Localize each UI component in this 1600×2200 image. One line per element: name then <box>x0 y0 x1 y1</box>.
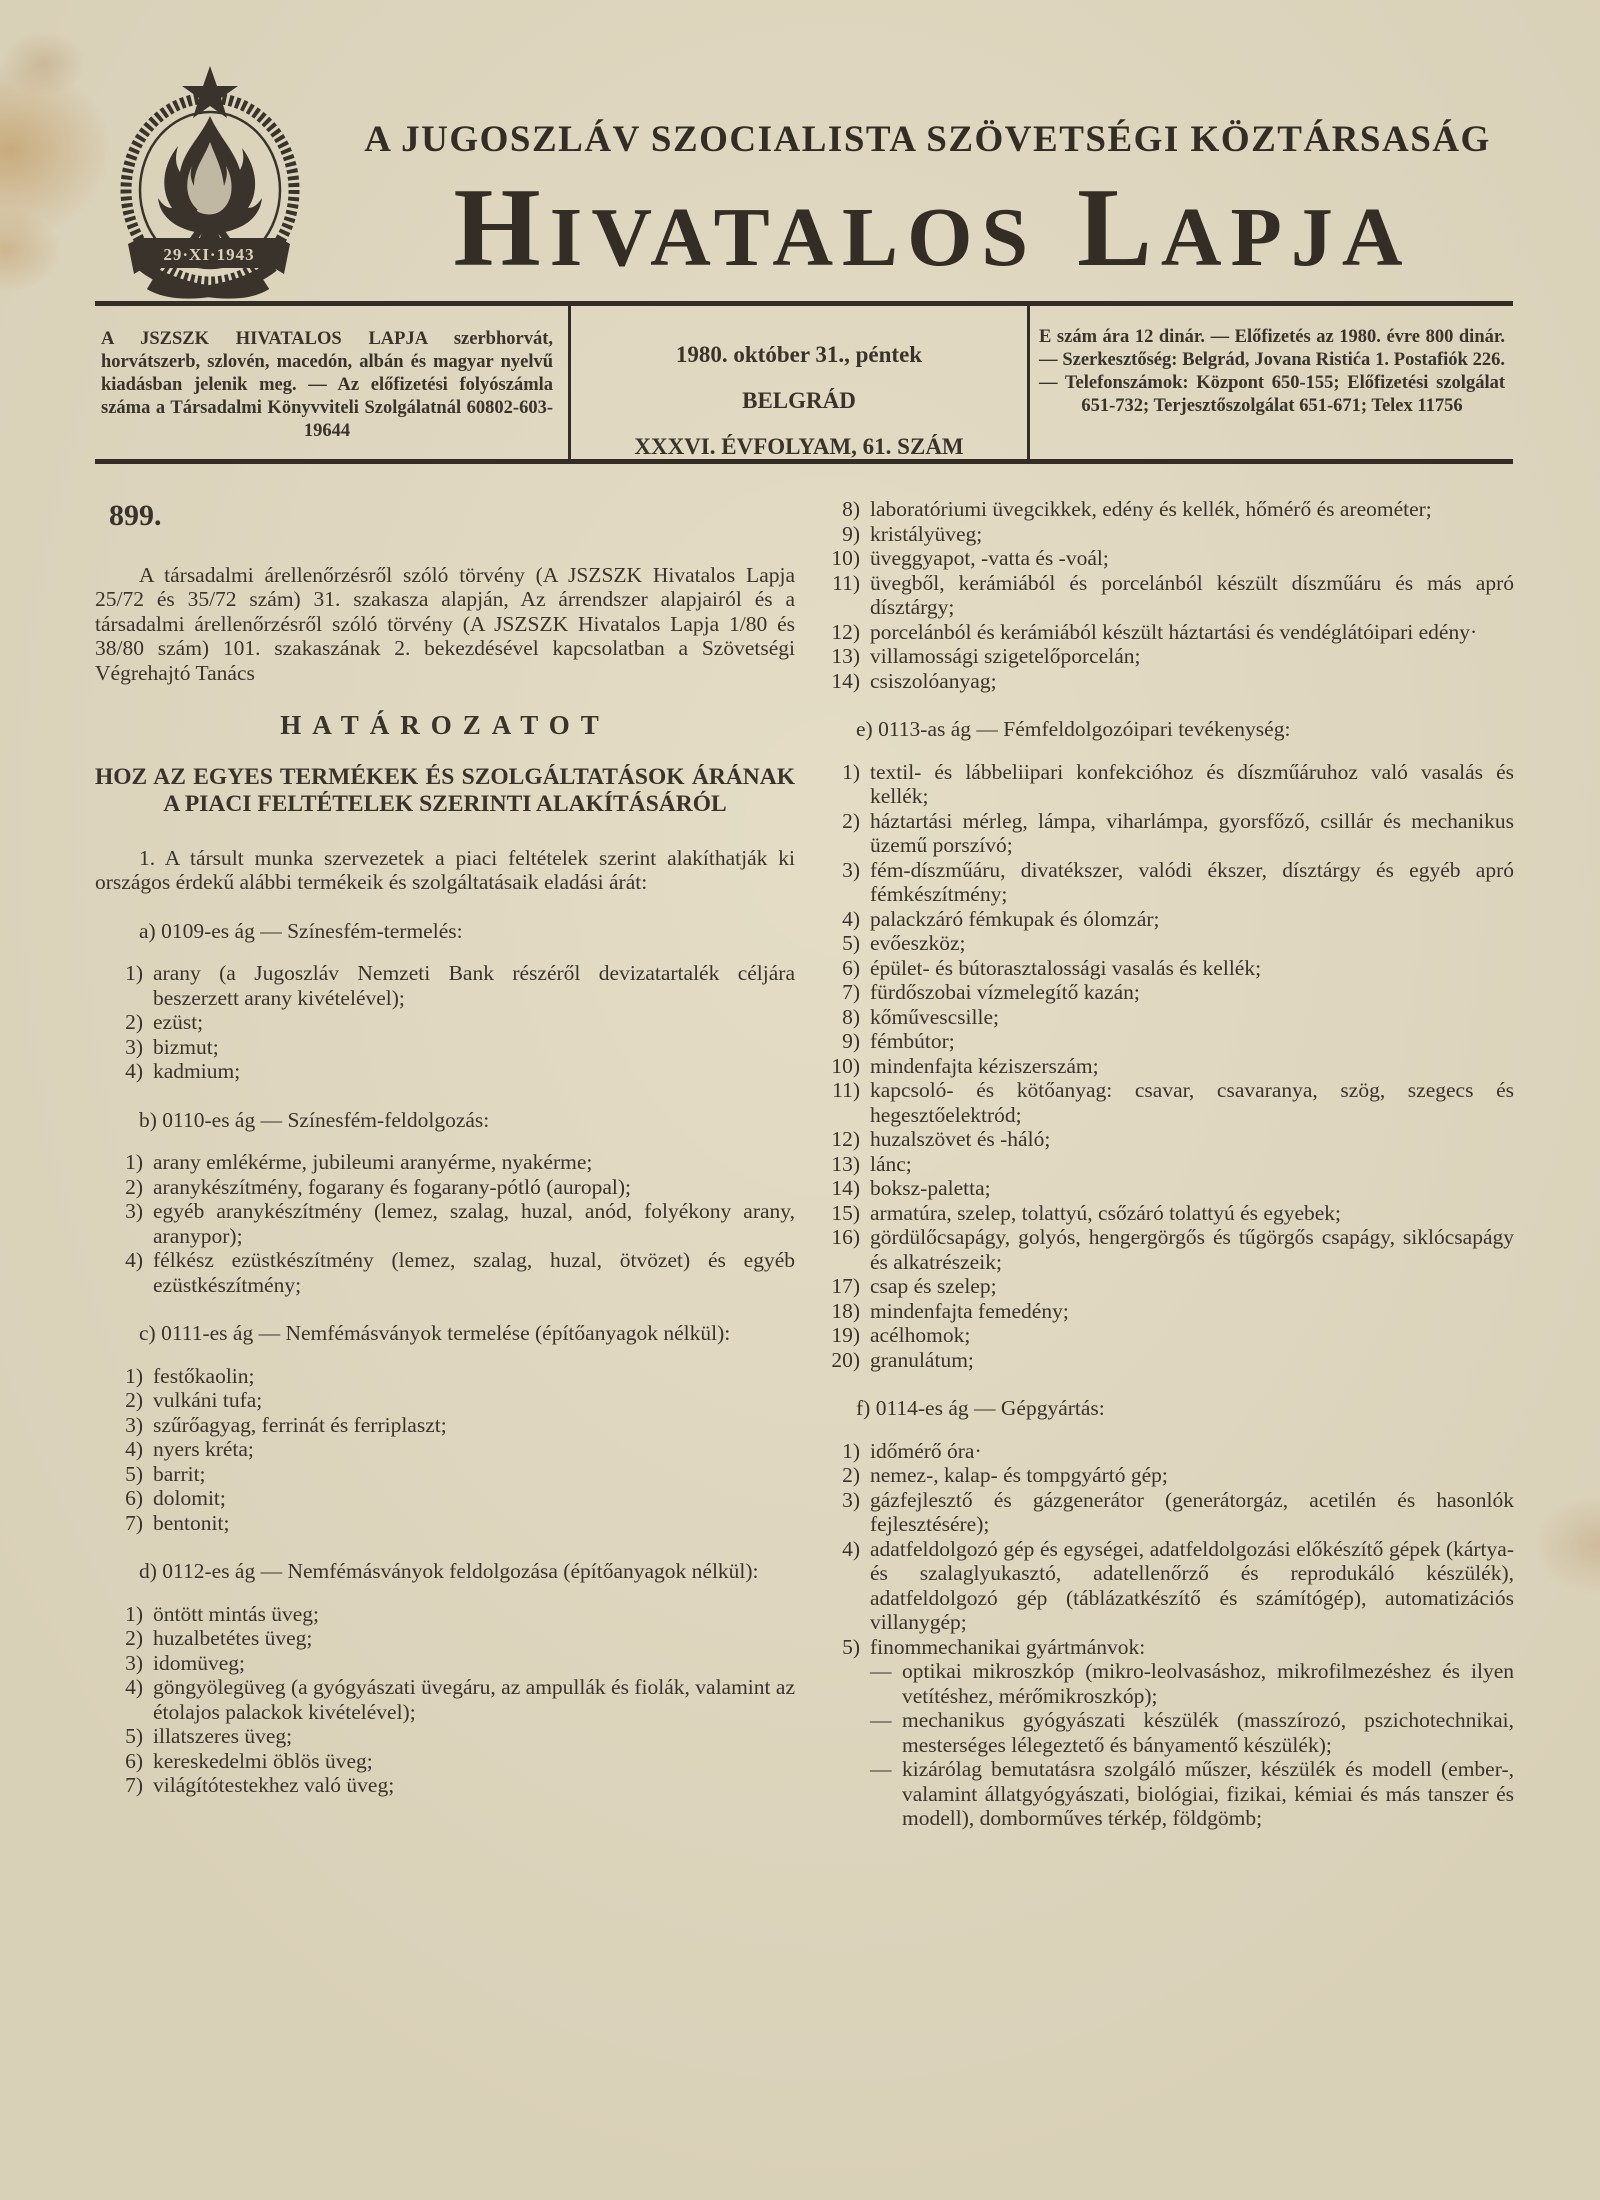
list-item-text: göngyölegüveg (a gyógyászati üvegáru, az ampullák és fiolák, valamint az étolajos palackok kivételével); <box>153 1675 795 1724</box>
numbered-list <box>95 1364 795 1536</box>
list-item-number: 1) <box>842 759 860 784</box>
list-item <box>812 1005 1514 1030</box>
dash-marker: — <box>870 1708 892 1732</box>
masthead-title-initial: L <box>1077 166 1161 290</box>
list-item-text: lánc; <box>870 1151 912 1176</box>
issue-date: 1980. október 31., péntek <box>675 342 923 367</box>
list-item-text: egyéb aranykészítmény (lemez, szalag, huzal, anód, folyékony arany, aranypor); <box>153 1199 795 1248</box>
list-item <box>95 1602 795 1627</box>
list-item-number: 5) <box>842 931 860 955</box>
list-item-text: fém-díszműáru, divatékszer, valódi ékszer, dísztárgy és egyéb apró fémkészítmény; <box>870 857 1514 906</box>
list-item <box>812 1635 1514 1660</box>
issue-city: BELGRÁD <box>742 388 856 413</box>
list-item <box>812 546 1514 571</box>
list-item-number: 13) <box>831 1151 860 1176</box>
dash-item-text: mechanikus gyógyászati készülék (masszírozó, pszichotechnikai, mesterséges lélegeztető és bányamentő készülék); <box>902 1708 1514 1757</box>
list-item-number: 1) <box>125 1150 143 1174</box>
list-item <box>812 809 1514 858</box>
list-item <box>812 669 1514 694</box>
list-item <box>95 1059 795 1084</box>
list-item-number: 11) <box>832 1078 860 1102</box>
list-item-text: laboratóriumi üvegcikkek, edény és kellék, hőmérő és areométer; <box>870 497 1432 521</box>
list-item-number: 4) <box>842 906 860 931</box>
list-item-text: palackzáró fémkupak és ólomzár; <box>870 906 1160 931</box>
masthead-kicker: A JUGOSZLÁV SZOCIALISTA SZÖVETSÉGI KÖZTÁRSASÁG <box>364 119 1491 160</box>
star-icon <box>182 66 238 118</box>
list-item-text: porcelánból és kerámiából készült háztartási és vendéglátóipari edény· <box>870 619 1478 644</box>
list-item-number: 3) <box>125 1650 143 1675</box>
list-item-text: evőeszköz; <box>870 931 966 955</box>
list-item-text: háztartási mérleg, lámpa, viharlámpa, gyorsfőző, csillár és mechanikus üzemű porszívó; <box>870 808 1514 857</box>
list-item-number: 2) <box>125 1626 143 1650</box>
list-item <box>812 760 1514 809</box>
list-item-text: aranykészítmény, fogarany és fogarany-pótló (auropal); <box>153 1174 631 1199</box>
list-item-number: 5) <box>125 1724 143 1748</box>
list-item <box>95 1388 795 1413</box>
list-item-number: 7) <box>125 1773 143 1797</box>
list-item-number: 1) <box>125 961 143 985</box>
list-item-text: fürdőszobai vízmelegítő kazán; <box>870 980 1140 1004</box>
list-item-text: huzalszövet és -háló; <box>870 1127 1051 1151</box>
list-item <box>95 1462 795 1487</box>
masthead-info-row <box>95 306 1513 459</box>
list-item-text: kristályüveg; <box>870 521 983 546</box>
dash-marker: — <box>870 1659 892 1683</box>
list-item-number: 3) <box>125 1199 143 1223</box>
emblem-ribbon-date: 29·XI·1943 <box>163 245 255 264</box>
list-item <box>812 1537 1514 1635</box>
list-item-number: 3) <box>842 857 860 882</box>
price-contact-info: E szám ára 12 dinár. — Előfizetés az 1980. évre 800 dinár. — Szerkesztőség: Belgrád, Jovana Ristića 1. Postafiók 226. — Telefonszámok: Központ 650-155; Előfizetési szolgálat 651-732; Terjesztőszolgálat 651-671; Telex 11756 <box>1039 327 1505 416</box>
dash-list-item <box>812 1757 1514 1831</box>
list-item-number: 4) <box>125 1059 143 1083</box>
paragraph: A társadalmi árellenőrzésről szóló törvény (A JSZSZK Hivatalos Lapja 25/72 és 35/72 szám) 31. szakasza alapján, Az árrendszer alapjairól és a társadalmi árellenőrzésről szóló törvény (A JSZSZK Hivatalos Lapja 1/80 és 38/80 szám) 101. szakaszának 2. bekezdésével kapcsolatban a Szövetségi Végrehajtó Tanács <box>95 562 795 685</box>
numbered-list <box>95 1602 795 1798</box>
list-item-text: félkész ezüstkészítmény (lemez, szalag, huzal, ötvözet) és egyéb ezüstkészítmény; <box>153 1248 795 1297</box>
dash-list-item <box>812 1708 1514 1757</box>
dash-item-text: optikai mikroszkóp (mikro-leolvasáshoz, mikrofilmezéshez és ilyen vetítéshez, mérőmikroszkóp); <box>902 1659 1514 1708</box>
list-item <box>812 1488 1514 1537</box>
list-item <box>812 1323 1514 1348</box>
list-item-number: 3) <box>842 1487 860 1512</box>
section-heading: c) 0111-es ág — Nemfémásványok termelése (építőanyagok nélkül): <box>139 1321 731 1345</box>
list-item <box>812 1127 1514 1152</box>
info-divider-right <box>1027 306 1030 459</box>
list-item-number: 17) <box>831 1274 860 1298</box>
list-item-text: villamossági szigetelőporcelán; <box>870 644 1141 668</box>
list-item-text: mindenfajta femedény; <box>870 1298 1069 1323</box>
list-item-text: dolomit; <box>153 1486 226 1510</box>
list-item <box>812 1201 1514 1226</box>
list-item-number: 1) <box>125 1601 143 1626</box>
list-item-number: 6) <box>125 1486 143 1510</box>
list-item-text: gördülőcsapágy, golyós, hengergörgős és tűgörgős csapágy, siklócsapágy és alkatrészeik; <box>870 1225 1514 1274</box>
list-item-text: illatszeres üveg; <box>153 1724 293 1748</box>
list-item-text: csap és szelep; <box>870 1274 997 1298</box>
list-item-text: barrit; <box>153 1461 206 1486</box>
list-item-text: kapcsoló- és kötőanyag: csavar, csavaranya, szög, szegecs és hegesztőelektród; <box>870 1078 1514 1127</box>
list-item-number: 8) <box>842 497 860 521</box>
list-item-text: épület- és bútorasztalossági vasalás és kellék; <box>870 955 1262 980</box>
list-item <box>95 1749 795 1774</box>
list-item-number: 10) <box>831 546 860 570</box>
list-item <box>95 1035 795 1060</box>
list-item-number: 12) <box>831 619 860 644</box>
list-item <box>95 1626 795 1651</box>
list-item <box>95 1675 795 1724</box>
list-item-number: 3) <box>125 1412 143 1437</box>
list-item-text: granulátum; <box>870 1347 974 1372</box>
list-item-number: 4) <box>125 1248 143 1272</box>
list-item-number: 14) <box>831 668 860 693</box>
list-item-text: szűrőagyag, ferrinát és ferriplaszt; <box>153 1412 447 1437</box>
list-item <box>812 858 1514 907</box>
masthead-title-initial: H <box>453 166 550 290</box>
list-item-text: gázfejlesztő és gázgenerátor (generátorgáz, acetilén és hasonlók fejlesztésére); <box>870 1487 1514 1536</box>
issue-info <box>577 332 1021 470</box>
list-item <box>812 1439 1514 1464</box>
list-item-text: adatfeldolgozó gép és egységei, adatfeldolgozási előkészítő gépek (kártya- és szalaglyukasztó, adatellenőrző és reprodukáló készülék), adatfeldolgozó gép (táblázatkészítő és számítógép), automatizációs villanygép; <box>870 1536 1514 1634</box>
list-item <box>95 1511 795 1536</box>
list-item-number: 7) <box>125 1510 143 1535</box>
list-item-number: 4) <box>125 1675 143 1699</box>
list-item <box>812 1299 1514 1324</box>
list-item-text: finommechanikai gyártmánvok: <box>870 1634 1146 1659</box>
list-item <box>95 1364 795 1389</box>
list-item <box>812 620 1514 645</box>
list-item-number: 18) <box>831 1298 860 1323</box>
list-item <box>95 1651 795 1676</box>
list-item-text: kadmium; <box>153 1059 241 1083</box>
list-item <box>812 571 1514 620</box>
list-item-text: üveggyapot, -vatta és -voál; <box>870 546 1109 570</box>
list-item-text: üvegből, kerámiából és porcelánból készült díszműáru és más apró dísztárgy; <box>870 570 1514 619</box>
list-item-text: bizmut; <box>153 1034 219 1059</box>
right-column <box>812 497 1514 1839</box>
list-item-text: arany (a Jugoszláv Nemzeti Bank részéről devizatartalék céljára beszerzett arany kivételével); <box>153 961 795 1010</box>
list-item-text: idomüveg; <box>153 1650 245 1675</box>
list-item <box>95 1486 795 1511</box>
list-item-text: acélhomok; <box>870 1323 971 1347</box>
masthead-title-word <box>453 166 1038 290</box>
list-item <box>812 1348 1514 1373</box>
decree-heading: HATÁROZATOT <box>280 710 610 740</box>
section-heading: b) 0110-es ág — Színesfém-feldolgozás: <box>139 1107 490 1132</box>
list-item-text: vulkáni tufa; <box>153 1388 263 1412</box>
list-item-number: 5) <box>125 1461 143 1486</box>
masthead-title <box>355 168 1510 321</box>
list-item-text: időmérő óra· <box>870 1438 982 1463</box>
list-item-number: 9) <box>842 1029 860 1053</box>
dash-item-text: kizárólag bemutatásra szolgáló műszer, készülék és modell (ember-, valamint állatgyógyászati, biológiai, fizikai, kémiai és más tanszer és modell), domborműves térkép, földgömb; <box>902 1757 1514 1830</box>
list-item <box>812 1054 1514 1079</box>
list-item <box>812 1152 1514 1177</box>
dash-list-item <box>812 1659 1514 1708</box>
list-item-number: 14) <box>831 1176 860 1200</box>
yugoslav-coat-of-arms-icon <box>88 58 328 310</box>
list-item-number: 8) <box>842 1004 860 1029</box>
list-item-text: mindenfajta kéziszerszám; <box>870 1053 1099 1078</box>
bottom-rule <box>95 459 1513 464</box>
list-item <box>812 644 1514 669</box>
list-item <box>812 980 1514 1005</box>
list-item-text: festőkaolin; <box>153 1363 255 1388</box>
numbered-list <box>95 1150 795 1297</box>
list-item <box>95 1413 795 1438</box>
numbered-list <box>812 1439 1514 1831</box>
issue-volume: XXXVI. ÉVFOLYAM, 61. SZÁM <box>634 434 964 459</box>
masthead-title-rest: IVATALOS <box>549 191 1038 284</box>
decree-subtitle: HOZ AZ EGYES TERMÉKEK ÉS SZOLGÁLTATÁSOK ÁRÁNAK A PIACI FELTÉTELEK SZERINTI ALAKÍTÁSÁRÓL <box>95 763 795 817</box>
list-item-number: 11) <box>832 570 860 595</box>
list-item <box>812 1225 1514 1274</box>
list-item <box>812 497 1514 522</box>
masthead-title-rest: APJA <box>1160 191 1412 284</box>
list-item-text: csiszolóanyag; <box>870 668 997 693</box>
list-item-number: 1) <box>842 1438 860 1463</box>
section-heading: d) 0112-es ág — Nemfémásványok feldolgozása (építőanyagok nélkül): <box>139 1559 759 1583</box>
list-item <box>95 1437 795 1462</box>
list-item-number: 3) <box>125 1034 143 1059</box>
list-item <box>95 1724 795 1749</box>
list-item <box>95 961 795 1010</box>
list-item-number: 2) <box>842 808 860 833</box>
article-number: 899. <box>109 499 162 532</box>
list-item-number: 2) <box>125 1174 143 1199</box>
section-heading: f) 0114-es ág — Gépgyártás: <box>856 1396 1105 1420</box>
list-item-text: textil- és lábbeliipari konfekcióhoz és díszműáruhoz való vasalás és kellék; <box>870 759 1514 808</box>
list-item-text: armatúra, szelep, tolattyú, csőzáró tolattyú és egyebek; <box>870 1200 1342 1225</box>
numbered-list <box>95 961 795 1084</box>
list-item-text: bentonit; <box>153 1510 230 1535</box>
list-item <box>812 1029 1514 1054</box>
list-item <box>95 1150 795 1175</box>
list-item <box>812 1176 1514 1201</box>
list-item-number: 12) <box>831 1127 860 1151</box>
left-column <box>95 500 795 1806</box>
list-item <box>812 1463 1514 1488</box>
section-heading: e) 0113-as ág — Fémfeldolgozóipari tevékenység: <box>856 717 1291 741</box>
list-item-text: fémbútor; <box>870 1029 955 1053</box>
list-item <box>95 1199 795 1248</box>
list-item-text: arany emlékérme, jubileumi aranyérme, nyakérme; <box>153 1150 593 1174</box>
list-item-text: kőművescsille; <box>870 1004 999 1029</box>
list-item-text: nyers kréta; <box>153 1437 254 1461</box>
list-item-number: 19) <box>831 1323 860 1347</box>
list-item-number: 9) <box>842 521 860 546</box>
list-item-number: 7) <box>842 980 860 1004</box>
list-item <box>95 1175 795 1200</box>
list-item <box>95 1248 795 1297</box>
list-item <box>812 956 1514 981</box>
list-item-number: 6) <box>125 1748 143 1773</box>
list-item-number: 6) <box>842 955 860 980</box>
list-item-number: 4) <box>125 1437 143 1461</box>
list-item-number: 5) <box>842 1634 860 1659</box>
numbered-list <box>812 497 1514 693</box>
list-item-number: 2) <box>125 1388 143 1412</box>
list-item-text: világítótestekhez való üveg; <box>153 1773 395 1797</box>
list-item-number: 16) <box>831 1225 860 1249</box>
publication-info: A JSZSZK HIVATALOS LAPJA szerbhorvát, horvátszerb, szlovén, macedón, albán és magyar nyelvű kiadásban jelenik meg. — Az előfizetési folyószámla száma a Társadalmi Könyvviteli Szolgálatnál 60802-603-19644 <box>101 329 553 441</box>
list-item-number: 4) <box>842 1536 860 1561</box>
list-item-text: nemez-, kalap- és tompgyártó gép; <box>870 1463 1168 1487</box>
list-item-number: 1) <box>125 1363 143 1388</box>
numbered-list <box>812 760 1514 1373</box>
list-item-text: öntött mintás üveg; <box>153 1601 320 1626</box>
list-item <box>812 1078 1514 1127</box>
list-item <box>95 1010 795 1035</box>
paragraph: 1. A társult munka szervezetek a piaci feltételek szerint alakíthatják ki országos érdekű alábbi termékeik és szolgáltatásaik eladási árát: <box>95 845 795 894</box>
list-item-number: 2) <box>125 1010 143 1034</box>
list-item <box>812 931 1514 956</box>
list-item-number: 15) <box>831 1200 860 1225</box>
masthead-title-word <box>1077 166 1412 290</box>
list-item-number: 20) <box>831 1347 860 1372</box>
list-item-text: boksz-paletta; <box>870 1176 991 1200</box>
list-item-number: 10) <box>831 1053 860 1078</box>
info-divider-left <box>568 306 571 459</box>
list-item-number: 13) <box>831 644 860 668</box>
list-item <box>812 907 1514 932</box>
dash-marker: — <box>870 1757 892 1781</box>
list-item-text: ezüst; <box>153 1010 204 1034</box>
list-item <box>95 1773 795 1798</box>
list-item <box>812 522 1514 547</box>
list-item <box>812 1274 1514 1299</box>
list-item-text: kereskedelmi öblös üveg; <box>153 1748 373 1773</box>
list-item-text: huzalbetétes üveg; <box>153 1626 313 1650</box>
section-heading: a) 0109-es ág — Színesfém-termelés: <box>139 918 463 943</box>
list-item-number: 2) <box>842 1463 860 1487</box>
